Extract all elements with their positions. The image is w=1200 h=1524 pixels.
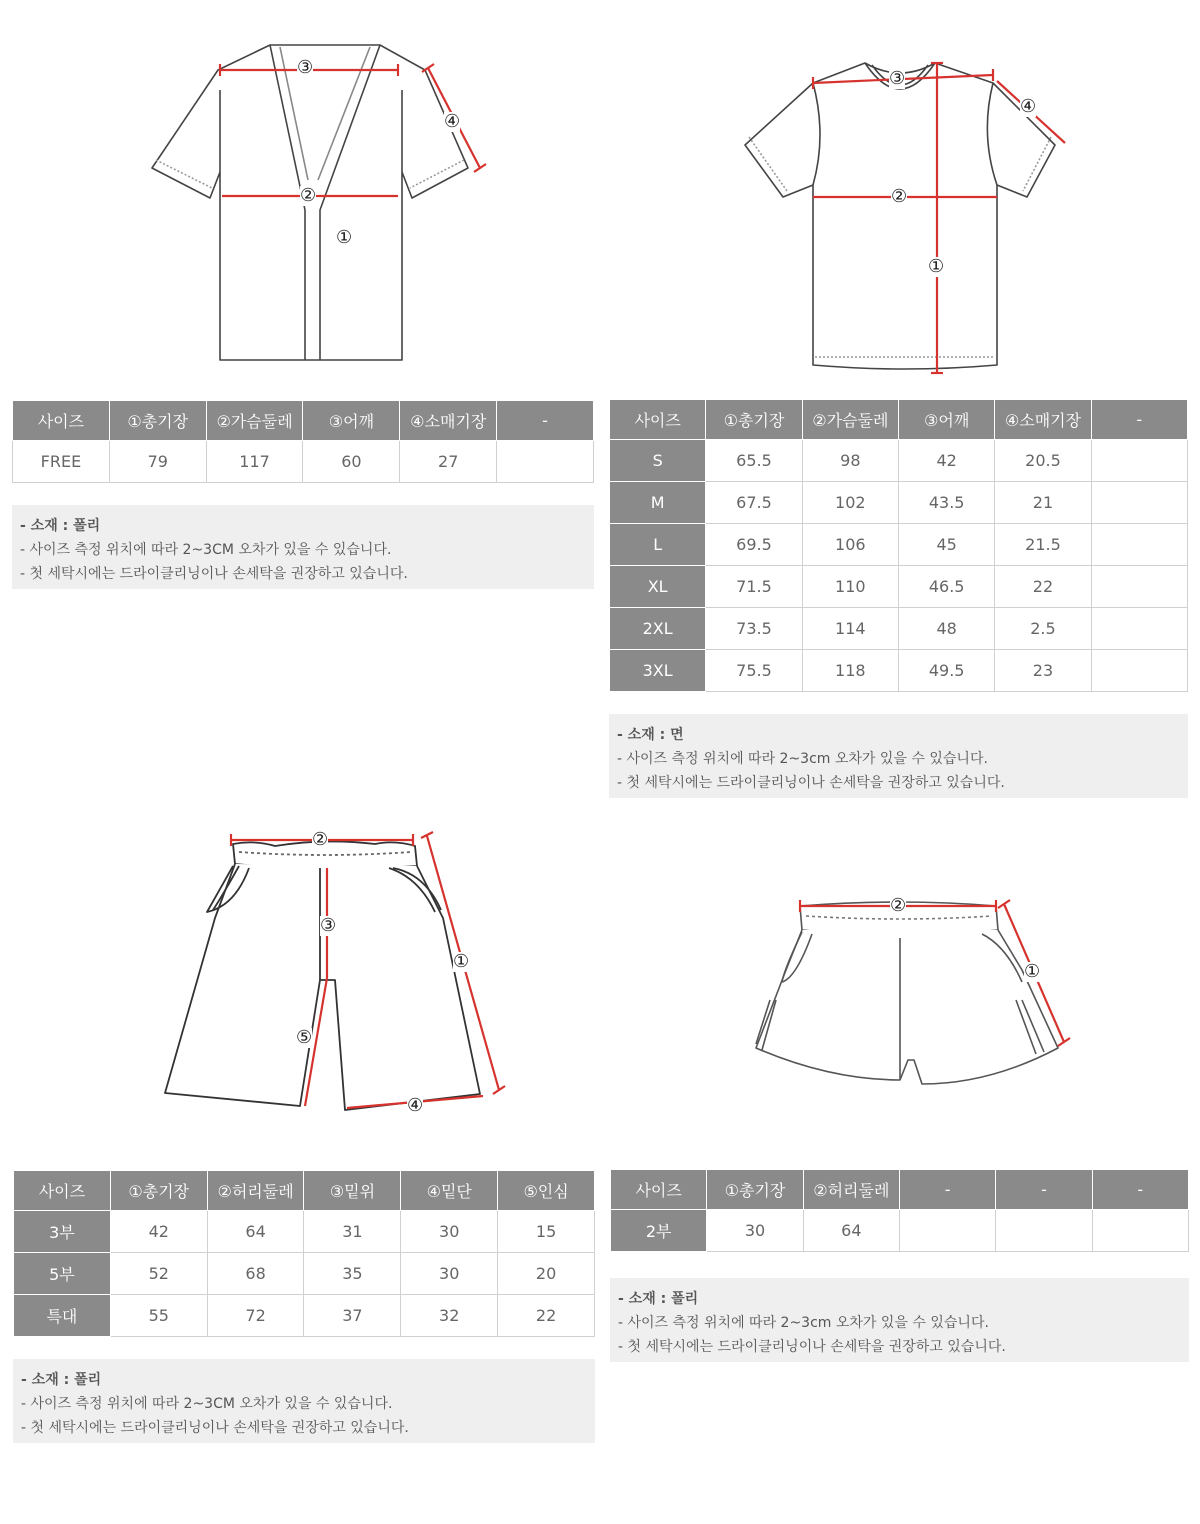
table-cell: 71.5 bbox=[706, 566, 802, 608]
size-cell: 5부 bbox=[14, 1253, 111, 1295]
wash-note: - 첫 세탁시에는 드라이클리닝이나 손세탁을 권장하고 있습니다. bbox=[21, 1420, 409, 1436]
header-cell: ②가슴둘레 bbox=[206, 401, 303, 441]
table-cell: 98 bbox=[802, 440, 898, 482]
header-cell: 사이즈 bbox=[14, 1171, 111, 1211]
short-shorts-size-table bbox=[610, 1169, 1189, 1252]
tshirt-size-table bbox=[609, 399, 1188, 692]
size-cell: M bbox=[610, 482, 706, 524]
header-cell: ③밑위 bbox=[304, 1171, 401, 1211]
table-cell: 67.5 bbox=[706, 482, 802, 524]
tshirt-illustration bbox=[735, 55, 1080, 380]
wash-note: - 첫 세탁시에는 드라이클리닝이나 손세탁을 권장하고 있습니다. bbox=[20, 566, 408, 582]
table-row bbox=[610, 524, 1188, 566]
marker-2: ② bbox=[300, 185, 317, 206]
header-cell: ④소매기장 bbox=[995, 400, 1091, 440]
tshirt-notes bbox=[609, 714, 1188, 798]
size-cell: 2XL bbox=[610, 608, 706, 650]
table-cell: 20 bbox=[498, 1253, 595, 1295]
measure-note: - 사이즈 측정 위치에 따라 2~3CM 오차가 있을 수 있습니다. bbox=[20, 542, 392, 558]
table-cell: 48 bbox=[898, 608, 994, 650]
table-cell: 30 bbox=[707, 1210, 803, 1252]
header-cell: ①총기장 bbox=[110, 1171, 207, 1211]
table-row bbox=[14, 1295, 595, 1337]
table-cell: 72 bbox=[207, 1295, 304, 1337]
table-row bbox=[14, 1211, 595, 1253]
marker-4: ④ bbox=[407, 1095, 424, 1116]
size-cell: S bbox=[610, 440, 706, 482]
marker-2: ② bbox=[890, 895, 907, 916]
marker-3: ③ bbox=[297, 57, 314, 78]
header-cell: ③어깨 bbox=[303, 401, 400, 441]
table-cell: 65.5 bbox=[706, 440, 802, 482]
table-row bbox=[611, 1210, 1189, 1252]
marker-1: ① bbox=[928, 256, 945, 277]
table-cell: 49.5 bbox=[898, 650, 994, 692]
header-cell: ④밑단 bbox=[401, 1171, 498, 1211]
long-shorts-notes bbox=[13, 1359, 595, 1443]
table-cell: 52 bbox=[110, 1253, 207, 1295]
measure-note: - 사이즈 측정 위치에 따라 2~3cm 오차가 있을 수 있습니다. bbox=[617, 751, 988, 767]
table-row bbox=[14, 1253, 595, 1295]
marker-5: ⑤ bbox=[296, 1027, 313, 1048]
long-shorts-illustration bbox=[155, 828, 515, 1118]
header-cell: 사이즈 bbox=[611, 1170, 707, 1210]
marker-3: ③ bbox=[889, 68, 906, 89]
table-row bbox=[610, 650, 1188, 692]
table-cell: 35 bbox=[304, 1253, 401, 1295]
long-shorts-size-table bbox=[13, 1170, 595, 1337]
header-cell: ①총기장 bbox=[706, 400, 802, 440]
table-cell: 2.5 bbox=[995, 608, 1091, 650]
header-cell: - bbox=[1091, 400, 1187, 440]
measure-note: - 사이즈 측정 위치에 따라 2~3cm 오차가 있을 수 있습니다. bbox=[618, 1315, 989, 1331]
table-cell: 30 bbox=[401, 1211, 498, 1253]
marker-2: ② bbox=[891, 186, 908, 207]
table-row bbox=[610, 482, 1188, 524]
size-cell: 3XL bbox=[610, 650, 706, 692]
material-note: - 소재 : 폴리 bbox=[21, 1372, 102, 1388]
table-cell bbox=[1091, 650, 1187, 692]
table-cell: 60 bbox=[303, 441, 400, 483]
table-cell: 46.5 bbox=[898, 566, 994, 608]
table-cell: 21.5 bbox=[995, 524, 1091, 566]
table-row bbox=[610, 566, 1188, 608]
marker-4: ④ bbox=[1020, 96, 1037, 117]
marker-1: ① bbox=[1024, 961, 1041, 982]
table-header-row bbox=[13, 401, 594, 441]
size-cell: FREE bbox=[13, 441, 110, 483]
table-cell: 69.5 bbox=[706, 524, 802, 566]
table-cell bbox=[497, 441, 594, 483]
wash-note: - 첫 세탁시에는 드라이클리닝이나 손세탁을 권장하고 있습니다. bbox=[617, 775, 1005, 791]
table-cell bbox=[1091, 566, 1187, 608]
table-cell: 42 bbox=[898, 440, 994, 482]
table-cell: 118 bbox=[802, 650, 898, 692]
cardigan-size-table bbox=[12, 400, 594, 483]
header-cell: - bbox=[497, 401, 594, 441]
table-cell: 75.5 bbox=[706, 650, 802, 692]
header-cell: - bbox=[1092, 1170, 1188, 1210]
header-cell: 사이즈 bbox=[610, 400, 706, 440]
table-cell: 73.5 bbox=[706, 608, 802, 650]
table-header-row bbox=[611, 1170, 1189, 1210]
table-cell: 23 bbox=[995, 650, 1091, 692]
table-cell: 21 bbox=[995, 482, 1091, 524]
table-cell bbox=[1092, 1210, 1188, 1252]
table-cell: 27 bbox=[400, 441, 497, 483]
header-cell: - bbox=[899, 1170, 995, 1210]
table-cell: 22 bbox=[498, 1295, 595, 1337]
table-cell: 110 bbox=[802, 566, 898, 608]
table-cell: 114 bbox=[802, 608, 898, 650]
table-cell: 106 bbox=[802, 524, 898, 566]
header-cell: ②가슴둘레 bbox=[802, 400, 898, 440]
table-cell: 20.5 bbox=[995, 440, 1091, 482]
header-cell: ④소매기장 bbox=[400, 401, 497, 441]
size-cell: 특대 bbox=[14, 1295, 111, 1337]
wash-note: - 첫 세탁시에는 드라이클리닝이나 손세탁을 권장하고 있습니다. bbox=[618, 1339, 1006, 1355]
header-cell: ②허리둘레 bbox=[803, 1170, 899, 1210]
header-cell: ⑤인심 bbox=[498, 1171, 595, 1211]
header-cell: ①총기장 bbox=[707, 1170, 803, 1210]
table-cell: 102 bbox=[802, 482, 898, 524]
cardigan-illustration bbox=[140, 30, 500, 370]
marker-4: ④ bbox=[444, 111, 461, 132]
size-cell: L bbox=[610, 524, 706, 566]
table-cell: 79 bbox=[109, 441, 206, 483]
size-cell: 2부 bbox=[611, 1210, 707, 1252]
table-cell: 31 bbox=[304, 1211, 401, 1253]
table-cell: 15 bbox=[498, 1211, 595, 1253]
table-row bbox=[13, 441, 594, 483]
table-cell: 37 bbox=[304, 1295, 401, 1337]
size-cell: 3부 bbox=[14, 1211, 111, 1253]
table-cell: 32 bbox=[401, 1295, 498, 1337]
size-cell: XL bbox=[610, 566, 706, 608]
table-cell: 68 bbox=[207, 1253, 304, 1295]
header-cell: - bbox=[996, 1170, 1092, 1210]
table-cell bbox=[1091, 524, 1187, 566]
table-cell bbox=[1091, 482, 1187, 524]
table-cell bbox=[996, 1210, 1092, 1252]
table-cell: 45 bbox=[898, 524, 994, 566]
table-cell: 42 bbox=[110, 1211, 207, 1253]
material-note: - 소재 : 폴리 bbox=[618, 1291, 699, 1307]
header-cell: ②허리둘레 bbox=[207, 1171, 304, 1211]
table-cell: 30 bbox=[401, 1253, 498, 1295]
header-cell: ①총기장 bbox=[109, 401, 206, 441]
header-cell: ③어깨 bbox=[898, 400, 994, 440]
short-shorts-illustration bbox=[750, 890, 1080, 1100]
table-cell: 55 bbox=[110, 1295, 207, 1337]
table-cell bbox=[899, 1210, 995, 1252]
table-cell: 64 bbox=[207, 1211, 304, 1253]
table-row bbox=[610, 608, 1188, 650]
table-cell: 43.5 bbox=[898, 482, 994, 524]
marker-1: ① bbox=[453, 951, 470, 972]
table-cell: 22 bbox=[995, 566, 1091, 608]
marker-1: ① bbox=[336, 227, 353, 248]
table-cell bbox=[1091, 440, 1187, 482]
short-shorts-notes bbox=[610, 1278, 1189, 1362]
marker-2: ② bbox=[312, 829, 329, 850]
table-cell: 117 bbox=[206, 441, 303, 483]
material-note: - 소재 : 면 bbox=[617, 727, 684, 743]
header-cell: 사이즈 bbox=[13, 401, 110, 441]
table-cell: 64 bbox=[803, 1210, 899, 1252]
table-header-row bbox=[14, 1171, 595, 1211]
table-header-row bbox=[610, 400, 1188, 440]
material-note: - 소재 : 폴리 bbox=[20, 518, 101, 534]
table-row bbox=[610, 440, 1188, 482]
marker-3: ③ bbox=[320, 915, 337, 936]
cardigan-notes bbox=[12, 505, 594, 589]
table-cell bbox=[1091, 608, 1187, 650]
measure-note: - 사이즈 측정 위치에 따라 2~3CM 오차가 있을 수 있습니다. bbox=[21, 1396, 393, 1412]
